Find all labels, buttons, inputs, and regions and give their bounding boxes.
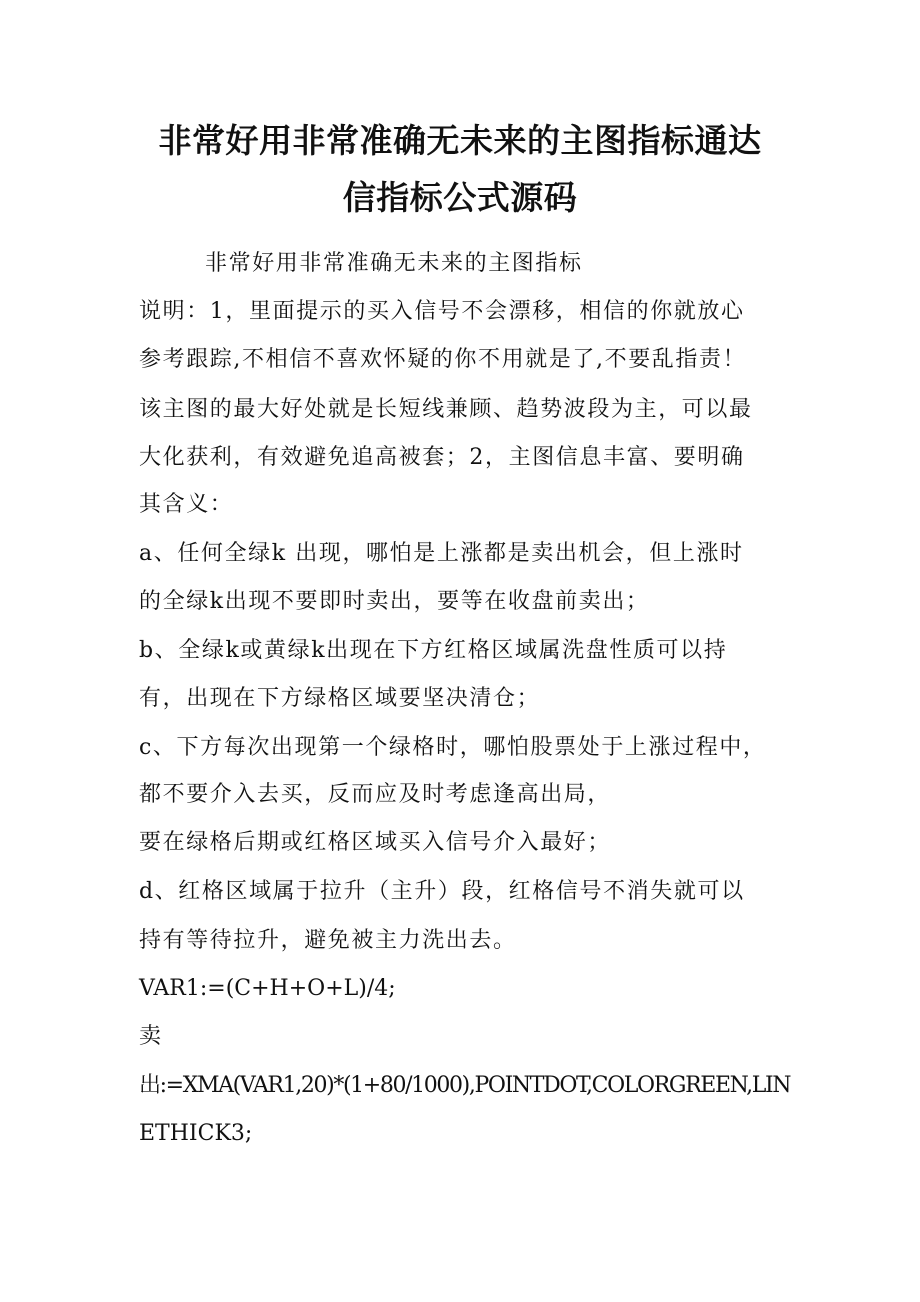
code-line: VAR1:=(C+H+O+L)/4;	[139, 976, 396, 1001]
body-line: 的全绿k出现不要即时卖出，要等在收盘前卖出；	[139, 589, 650, 614]
body-line: 要在绿格后期或红格区域买入信号介入最好；	[139, 830, 612, 855]
body-line: d、红格区域属于拉升（主升）段，红格信号不消失就可以	[139, 879, 745, 904]
document-title-line-1: 非常好用非常准确无未来的主图指标通达	[158, 121, 762, 160]
body-line: 其含义：	[139, 492, 234, 517]
body-line: a、任何全绿k 出现，哪怕是上涨都是卖出机会，但上涨时	[139, 541, 744, 566]
body-line: 大化获利，有效避免追高被套；2，主图信息丰富、要明确	[139, 445, 745, 470]
document-subtitle: 非常好用非常准确无未来的主图指标	[205, 251, 583, 276]
body-line: 参考跟踪,不相信不喜欢怀疑的你不用就是了,不要乱指责！	[139, 347, 747, 372]
body-line: 该主图的最大好处就是长短线兼顾、趋势波段为主，可以最	[139, 397, 753, 422]
body-line: 有，出现在下方绿格区域要坚决清仓；	[139, 686, 541, 711]
document-title-line-2: 信指标公式源码	[342, 178, 578, 217]
body-line: 持有等待拉升，避免被主力洗出去。	[139, 928, 517, 953]
code-line: 出:=XMA(VAR1,20)*(1+80/1000),POINTDOT,COLORGREEN,LIN	[139, 1073, 791, 1098]
code-line: ETHICK3;	[139, 1121, 253, 1146]
body-line: 说明：1，里面提示的买入信号不会漂移，相信的你就放心	[139, 299, 745, 324]
body-line: 都不要介入去买，反而应及时考虑逢高出局，	[139, 782, 612, 807]
body-line: b、全绿k或黄绿k出现在下方红格区域属洗盘性质可以持	[139, 638, 728, 663]
body-line: c、下方每次出现第一个绿格时，哪怕股票处于上涨过程中，	[139, 735, 767, 760]
code-line: 卖	[139, 1024, 162, 1049]
